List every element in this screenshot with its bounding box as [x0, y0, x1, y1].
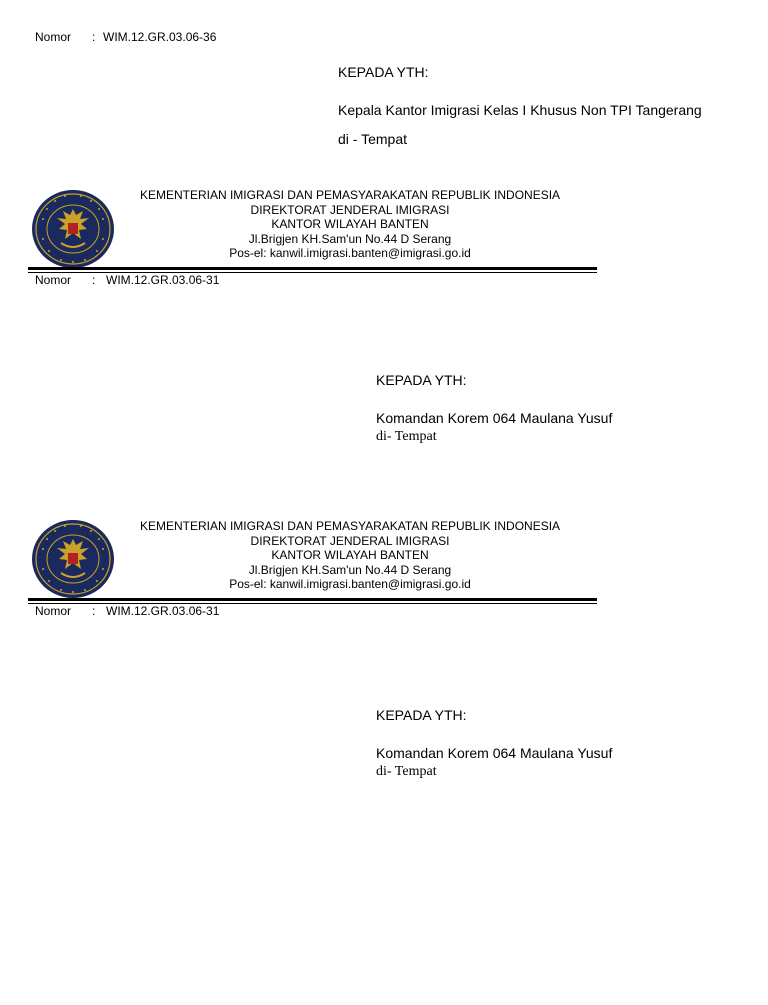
top-nomor-value: WIM.12.GR.03.06-36	[103, 30, 217, 44]
letterhead-2-text	[130, 519, 570, 592]
office-address: Jl.Brigjen KH.Sam'un No.44 D Serang	[248, 562, 452, 577]
ministry-name: KEMENTERIAN IMIGRASI DAN PEMASYARAKATAN REPUBLIK INDONESIA	[139, 519, 561, 533]
letter-2-nomor-label: Nomor	[35, 604, 72, 618]
ministry-name: KEMENTERIAN IMIGRASI DAN PEMASYARAKATAN REPUBLIK INDONESIA	[139, 188, 561, 202]
letter-1-nomor-separator: :	[92, 273, 96, 287]
letter-2-nomor-separator: :	[92, 604, 96, 618]
top-nomor-separator: :	[92, 30, 96, 44]
top-nomor-label: Nomor	[35, 30, 72, 44]
directorate-name: DIREKTORAT JENDERAL IMIGRASI	[250, 533, 450, 548]
letterhead-1-text	[130, 188, 570, 261]
letter-2-recipient: Komandan Korem 064 Maulana Yusuf	[376, 745, 613, 761]
letter-1-nomor-value: WIM.12.GR.03.06-31	[106, 273, 220, 287]
office-email: Pos-el: kanwil.imigrasi.banten@imigrasi.go.id	[229, 246, 471, 261]
letter-1-nomor-label: Nomor	[35, 273, 72, 287]
letter-2-tempat: di- Tempat	[376, 764, 437, 779]
letter-2-nomor-value: WIM.12.GR.03.06-31	[106, 604, 220, 618]
office-name: KANTOR WILAYAH BANTEN	[271, 217, 429, 232]
office-name: KANTOR WILAYAH BANTEN	[271, 548, 429, 563]
directorate-name: DIREKTORAT JENDERAL IMIGRASI	[250, 202, 450, 217]
letterhead-2-rule-thick	[28, 598, 597, 601]
letter-1-recipient: Komandan Korem 064 Maulana Yusuf	[376, 410, 613, 426]
letterhead-1-rule-thick	[28, 267, 597, 270]
top-kepada-heading: KEPADA YTH:	[338, 64, 429, 80]
top-tempat: di - Tempat	[338, 131, 407, 147]
top-recipient: Kepala Kantor Imigrasi Kelas I Khusus Non TPI Tangerang	[338, 102, 702, 118]
letter-2-kepada-heading: KEPADA YTH:	[376, 707, 467, 723]
letter-1-kepada-heading: KEPADA YTH:	[376, 372, 467, 388]
office-address: Jl.Brigjen KH.Sam'un No.44 D Serang	[248, 231, 452, 246]
imigrasi-seal-icon	[31, 519, 115, 599]
imigrasi-seal-icon	[31, 189, 115, 269]
office-email: Pos-el: kanwil.imigrasi.banten@imigrasi.go.id	[229, 577, 471, 592]
letter-1-tempat: di- Tempat	[376, 429, 437, 444]
